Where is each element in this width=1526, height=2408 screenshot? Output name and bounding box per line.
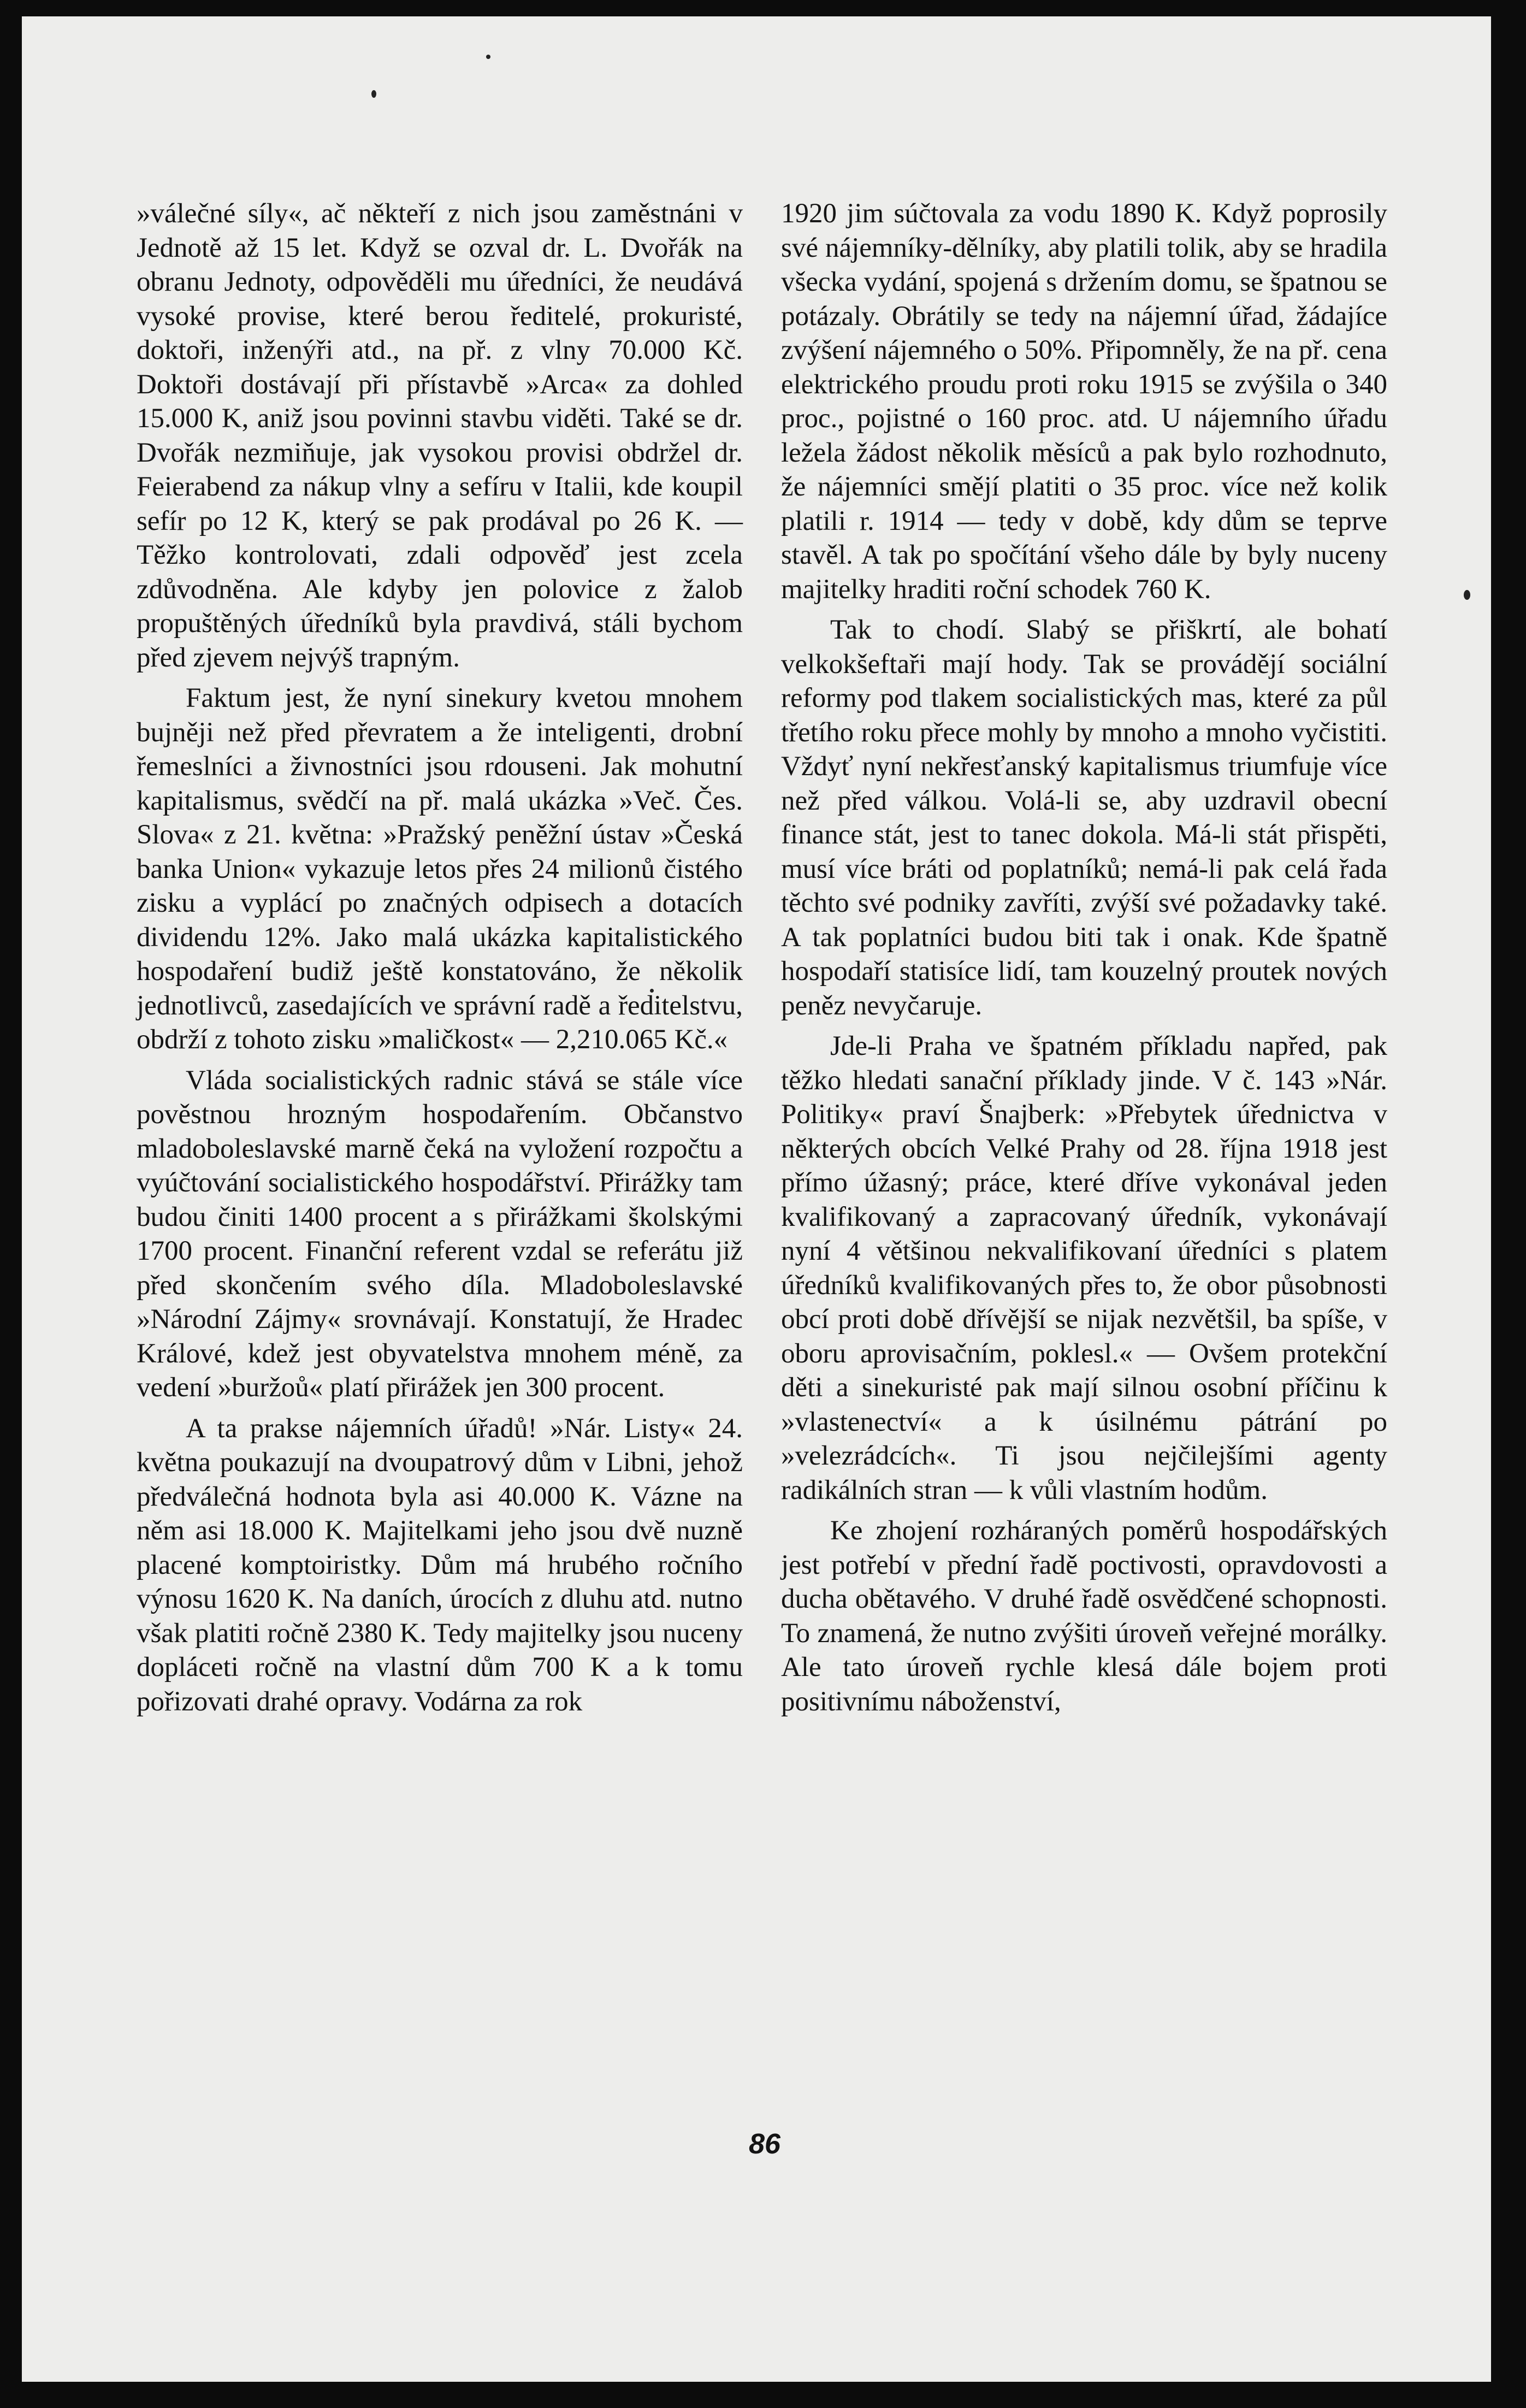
right-paragraph-4: Ke zhojení rozháraných poměrů hospodářských jest potřebí v přední řadě poctivosti, opravdovosti a ducha obětavého. V druhé řadě osvědčené schopnosti. To znamená, že nutno zvýšiti úroveň veřejné morálky. Ale tato úroveň rychle klesá dále bojem proti positivnímu náboženství,	[781, 1515, 1387, 1717]
right-paragraph-2: Tak to chodí. Slabý se přiškrtí, ale bohatí velkokšeftaři mají hody. Tak se provádějí sociální reformy pod tlakem socialistických mas, které za půl třetího roku přece mohly by mnoho a mnoho vyčistiti. Vždyť nyní nekřesťanský kapitalismus triumfuje více než před válkou. Volá-li se, aby uzdravil obecní finance stát, jest to tanec dokola. Má-li stát přispěti, musí více bráti od poplatníků; nemá-li pak celá řada těchto své podniky zavříti, zvýší své požadavky také. A tak poplatníci budou biti tak i onak. Kde špatně hospodaří statisíce lidí, tam kouzelný proutek nových peněz nevyčaruje.	[781, 615, 1387, 1021]
left-paragraph-1: »válečné síly«, ač někteří z nich jsou zaměstnáni v Jednotě až 15 let. Když se ozval dr. L. Dvořák na obranu Jednoty, odpověděli mu úředníci, že neudává vysoké provise, které berou ředitelé, prokuristé, doktoři, inženýři atd., na př. z vlny 70.000 Kč. Doktoři dostávají při přístavbě »Arca« za dohled 15.000 K, aniž jsou povinni stavbu viděti. Také se dr. Dvořák nezmiňuje, jak vysokou provisi obdržel dr. Feierabend za nákup vlny a sefíru v Italii, kde koupil sefír po 12 K, který se pak prodával po 26 K. — Těžko kontrolovati, zdali odpověď jest zcela zdůvodněna. Ale kdyby jen polovice z žalob propuštěných úředníků byla pravdivá, stáli bychom před zjevem nejvýš trapným.	[137, 198, 743, 673]
book-page	[22, 16, 1491, 2382]
right-paragraph-1: 1920 jim súčtovala za vodu 1890 K. Když poprosily své nájemníky-dělníky, aby platili tolik, aby se hradila všecka vydání, spojená s držením domu, se špatnou se potázaly. Obrátily se tedy na nájemní úřad, žádajíce zvýšení nájemného o 50%. Připomněly, že na př. cena elektrického proudu proti roku 1915 se zvýšila o 340 proc., pojistné o 160 proc. atd. U nájemního úřadu ležela žádost několik měsíců a pak bylo rozhodnuto, že nájemníci smějí platiti o 35 proc. více než kolik platili r. 1914 — tedy v době, kdy dům se teprve stavěl. A tak po spočítání všeho dále by byly nuceny majitelky hraditi roční schodek 760 K.	[781, 198, 1387, 605]
print-speck	[1464, 590, 1470, 600]
left-column	[137, 197, 743, 1719]
print-speck	[371, 90, 376, 98]
left-paragraph-4: A ta prakse nájemních úřadů! »Nár. Listy« 24. května poukazují na dvoupatrový dům v Libni, jehož předválečná hodnota byla asi 40.000 K. Vázne na něm asi 18.000 K. Majitelkami jeho jsou dvě nuzně placené komptoiristky. Dům má hrubého ročního výnosu 1620 K. Na daních, úrocích z dluhu atd. nutno však platiti ročně 2380 K. Tedy majitelky jsou nuceny dopláceti ročně na vlastní dům 700 K a k tomu pořizovati drahé opravy. Vodárna za rok	[137, 1413, 743, 1717]
print-speck	[486, 55, 490, 59]
right-column	[781, 197, 1387, 1719]
right-paragraph-3: Jde-li Praha ve špatném příkladu napřed, pak těžko hledati sanační příklady jinde. V č. 143 »Nár. Politiky« praví Šnajberk: »Přebytek úřednictva v některých obcích Velké Prahy od 28. října 1918 jest přímo úžasný; práce, které dříve vykonával jeden kvalifikovaný a zapracovaný úředník, vykonávají nyní 4 většinou nekvalifikovaní úředníci s platem úředníků kvalifikovaných přes to, že obor působnosti obcí proti době dřívější se nijak nezvětšil, ba spíše, v oboru aprovisačním, poklesl.« — Ovšem protekční děti a sinekuristé pak mají silnou osobní příčinu k »vlastenectví« a k úsilnému pátrání po »velezrádcích«. Ti jsou nejčilejšími agenty radikálních stran — k vůli vlastním hodům.	[781, 1031, 1387, 1506]
left-paragraph-2: Faktum jest, že nyní sinekury kvetou mnohem bujněji než před převratem a že inteligenti, drobní řemeslníci a živnostníci jsou rdouseni. Jak mohutní kapitalismus, svědčí na př. malá ukázka »Več. Čes. Slova« z 21. května: »Pražský peněžní ústav »Česká banka Union« vykazuje letos přes 24 milionů čistého zisku a vyplácí po značných odpisech a dotacích dividendu 12%. Jako malá ukázka kapitalistického hospodaření budiž ještě konstatováno, že několik jednotlivců, zasedajících ve správní radě a ředitelstvu, obdrží z tohoto zisku »maličkost« — 2,210.065 Kč.«	[137, 683, 743, 1055]
page-number: 86	[749, 2128, 780, 2160]
left-paragraph-3: Vláda socialistických radnic stává se stále více pověstnou hrozným hospodařením. Občanstvo mladoboleslavské marně čeká na vyložení rozpočtu a vyúčtování socialistického hospodářství. Přirážky tam budou činiti 1400 procent a s přirážkami školskými 1700 procent. Finanční referent vzdal se referátu již před skončením svého díla. Mladoboleslavské »Národní Zájmy« srovnávají. Konstatují, že Hradec Králové, kdež jest obyvatelstva mnohem méně, za vedení »buržoů« platí přirážek jen 300 procent.	[137, 1065, 743, 1403]
